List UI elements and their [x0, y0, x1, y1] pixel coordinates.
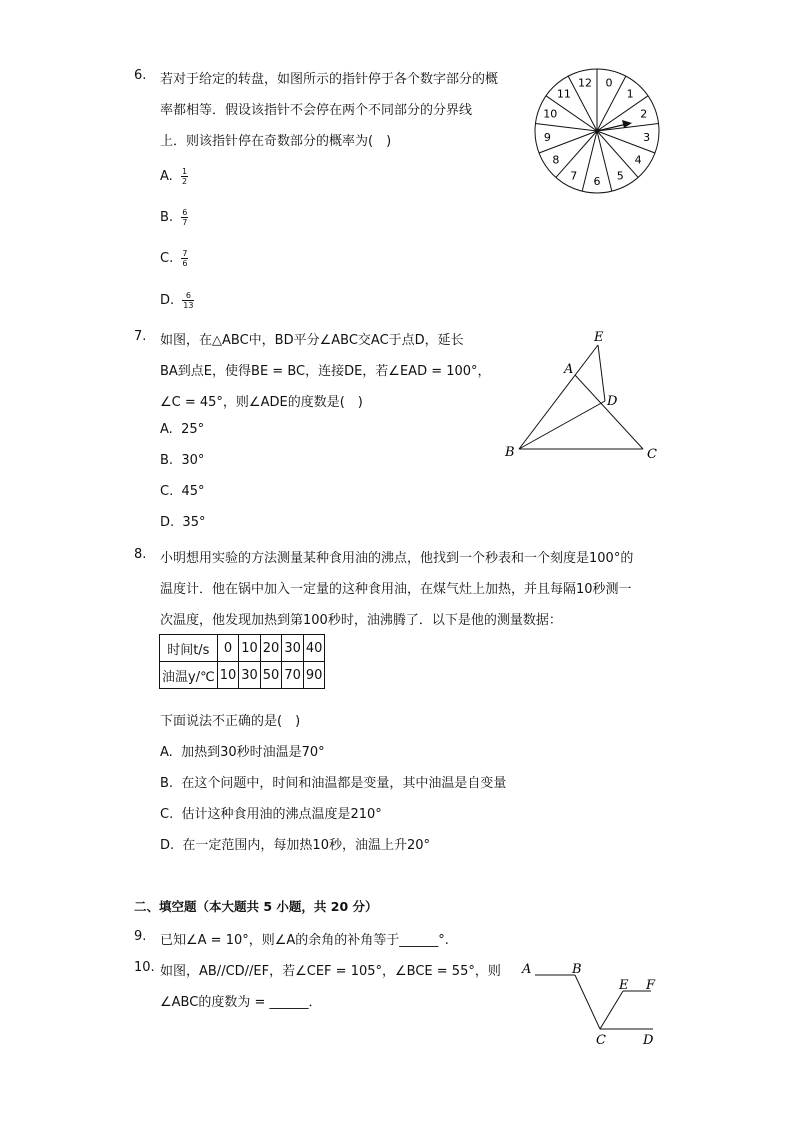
label-f: F — [646, 978, 656, 993]
question-text-line: 小明想用实验的方法测量某种食用油的沸点，他找到一个秒表和一个刻度是100°的 — [160, 551, 634, 566]
fraction-numerator: 7 — [182, 249, 188, 258]
option-letter: A. — [160, 745, 173, 760]
option-letter: D. — [160, 838, 175, 853]
label-a: A — [564, 362, 574, 377]
table-cell: 30 — [282, 635, 304, 662]
spinner-label: 12 — [578, 76, 593, 90]
fraction-denominator: 13 — [183, 301, 194, 310]
question-text-line: 上．则该指针停在奇数部分的概率为( ) — [160, 134, 392, 149]
segment-be — [519, 345, 598, 449]
label-e: E — [594, 330, 604, 345]
table-cell: 10 — [217, 662, 239, 689]
table-row — [160, 662, 325, 689]
fraction-numerator: 6 — [182, 291, 194, 301]
question-text-line: 如图，AB//CD//EF，若∠CEF = 105°，∠BCE = 55°，则 — [160, 964, 501, 979]
spinner-label: 7 — [570, 169, 578, 183]
option-text: 30° — [181, 453, 205, 468]
question-text-line: 如图，在△ABC中，BD平分∠ABC交AC于点D，延长 — [160, 333, 464, 348]
fraction — [181, 208, 188, 227]
spinner-label: 4 — [634, 153, 642, 167]
segment-bd — [519, 401, 605, 449]
table-cell: 油温y/℃ — [160, 662, 218, 689]
segment-bc — [575, 975, 600, 1029]
table-cell: 70 — [282, 662, 304, 689]
option-letter: C. — [160, 251, 174, 266]
spinner-label: 1 — [626, 87, 634, 101]
segment-ce — [600, 991, 623, 1029]
table-cell: 10 — [239, 635, 261, 662]
question-number: 6. — [134, 68, 147, 83]
option-text: 估计这种食用油的沸点温度是210° — [181, 807, 382, 822]
fraction-denominator: 7 — [182, 218, 188, 227]
label-c: C — [647, 447, 657, 462]
table-row — [160, 635, 325, 662]
option-text: 25° — [181, 422, 205, 437]
table-cell: 90 — [303, 662, 325, 689]
table-cell: 50 — [260, 662, 282, 689]
option-c[interactable] — [160, 803, 382, 822]
option-b[interactable] — [160, 453, 204, 468]
option-letter: A. — [160, 422, 173, 437]
option-b[interactable] — [160, 208, 188, 227]
option-letter: B. — [160, 453, 174, 468]
option-d[interactable] — [160, 515, 205, 530]
question-text-line: BA到点E，使得BE = BC，连接DE，若∠EAD = 100°， — [160, 364, 491, 379]
option-letter: D. — [160, 515, 175, 530]
label-d: D — [643, 1033, 654, 1048]
option-text: 加热到30秒时油温是70° — [181, 745, 325, 760]
table-cell: 0 — [217, 635, 239, 662]
spinner-label: 6 — [593, 175, 601, 188]
option-letter: B. — [160, 776, 174, 791]
fraction-numerator: 6 — [182, 208, 188, 217]
question-text: 已知∠A = 10°，则∠A的余角的补角等于______°. — [160, 933, 449, 948]
table-cell: 20 — [260, 635, 282, 662]
spinner-label: 0 — [605, 76, 613, 90]
fraction-denominator: 6 — [182, 259, 188, 268]
table-cell: 30 — [239, 662, 261, 689]
fraction — [182, 291, 194, 310]
question-number: 7. — [134, 329, 147, 344]
question-prompt: 下面说法不正确的是( ) — [160, 714, 301, 729]
label-d: D — [607, 394, 618, 409]
question-text-line: 率都相等．假设该指针不会停在两个不同部分的分界线 — [160, 103, 473, 118]
segment-de — [598, 345, 605, 401]
question-text-line: ∠C = 45°，则∠ADE的度数是( ) — [160, 395, 363, 410]
spinner-dividers — [535, 69, 658, 191]
option-text: 在这个问题中，时间和油温都是变量，其中油温是自变量 — [181, 776, 507, 791]
question-number: 8. — [134, 547, 147, 562]
label-b: B — [505, 445, 515, 460]
parallel-lines-figure — [515, 958, 665, 1050]
option-b[interactable] — [160, 772, 506, 791]
label-b: B — [572, 962, 582, 977]
option-d[interactable] — [160, 291, 194, 310]
option-text: 在一定范围内，每加热10秒，油温上升20° — [182, 838, 431, 853]
question-number: 10. — [134, 960, 155, 975]
question-text-line: 若对于给定的转盘，如图所示的指针停于各个数字部分的概 — [160, 72, 499, 87]
option-letter: A. — [160, 169, 173, 184]
option-letter: B. — [160, 210, 174, 225]
fraction-numerator: 1 — [181, 167, 188, 176]
option-letter: D. — [160, 293, 175, 308]
spinner-figure — [530, 64, 664, 198]
question-text-line: 温度计．他在锅中加入一定量的这种食用油，在煤气灶上加热，并且每隔10秒测一 — [160, 582, 632, 597]
option-a[interactable] — [160, 422, 204, 437]
option-d[interactable] — [160, 834, 430, 853]
question-text-line: ∠ABC的度数为 = ______． — [160, 995, 322, 1010]
label-c: C — [596, 1033, 606, 1048]
triangle-figure — [495, 325, 670, 465]
option-c[interactable] — [160, 249, 188, 268]
question-number: 9. — [134, 929, 147, 944]
spinner-label: 3 — [643, 131, 651, 145]
option-letter: C. — [160, 807, 174, 822]
fraction-denominator: 2 — [181, 177, 188, 186]
question-text-line: 次温度，他发现加热到第100秒时，油沸腾了．以下是他的测量数据： — [160, 613, 562, 628]
fraction — [181, 249, 188, 268]
option-a[interactable] — [160, 167, 188, 186]
fraction — [181, 167, 188, 186]
spinner-label: 5 — [616, 169, 624, 183]
spinner-label: 11 — [556, 87, 571, 101]
spinner-label: 10 — [543, 107, 558, 121]
spinner-label: 8 — [552, 153, 560, 167]
option-a[interactable] — [160, 741, 325, 760]
table-cell: 40 — [303, 635, 325, 662]
data-table — [159, 634, 325, 689]
option-letter: C. — [160, 484, 174, 499]
spinner-label: 9 — [543, 131, 551, 145]
option-c[interactable] — [160, 484, 205, 499]
table-cell: 时间t/s — [160, 635, 218, 662]
option-text: 35° — [182, 515, 206, 530]
section-title: 二、填空题（本大题共 5 小题，共 20 分） — [134, 899, 378, 914]
label-e: E — [619, 978, 629, 993]
option-text: 45° — [181, 484, 205, 499]
label-a: A — [522, 962, 532, 977]
spinner-label: 2 — [640, 107, 648, 121]
